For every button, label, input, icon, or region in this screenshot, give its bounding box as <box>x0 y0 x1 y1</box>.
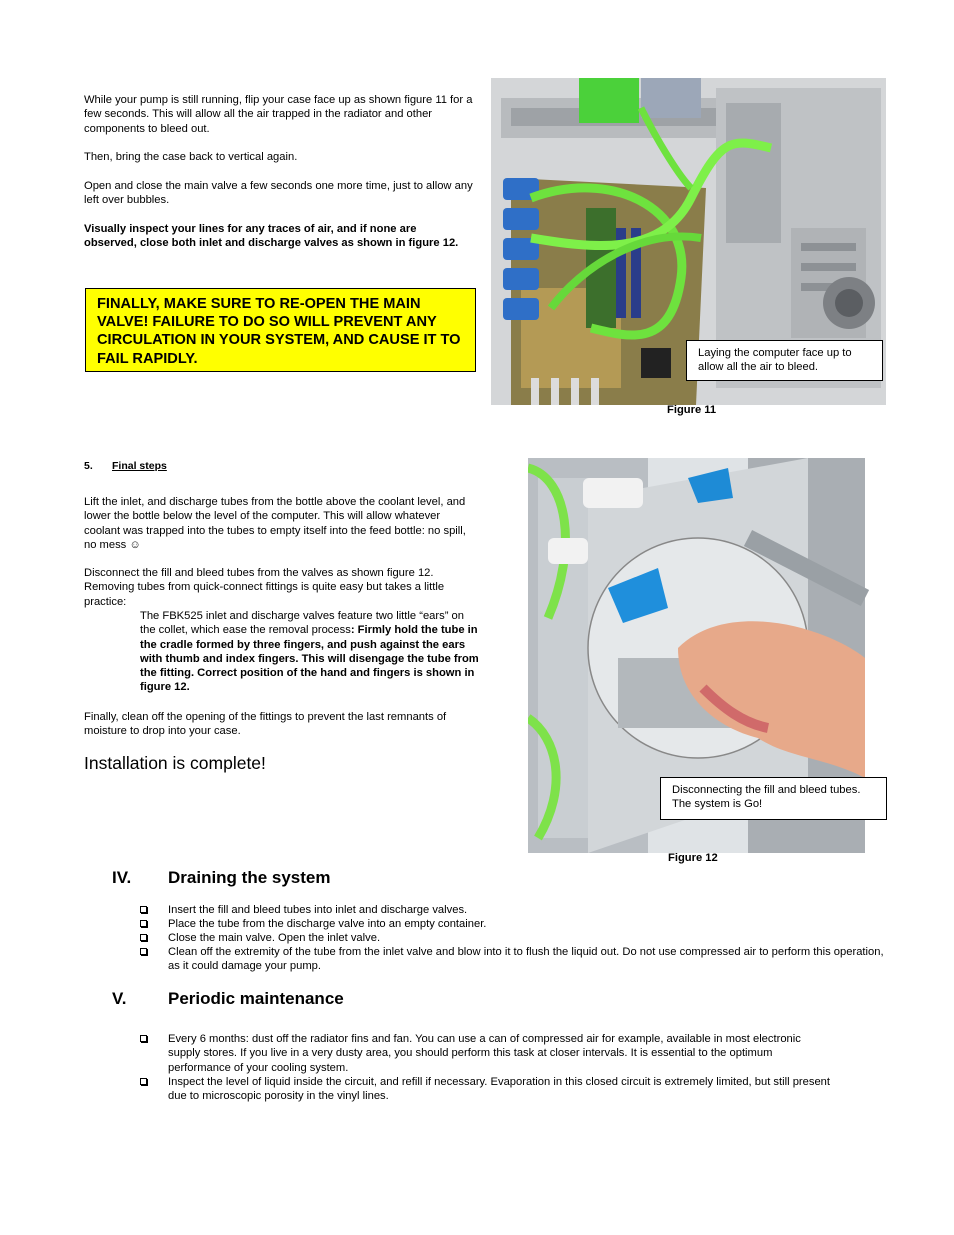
maintenance-list <box>0 1032 954 1104</box>
figure-11-caption <box>686 340 883 381</box>
list-item: Every 6 months: dust off the radiator fins and fan. You can use a can of compressed air for example, available in most electronic supply stores. If you live in a very dusty area, you should perform this task at closer intervals. It is essential to the optimum performance of your cooling system. <box>0 1032 954 1075</box>
installation-complete: Installation is complete! <box>84 753 266 773</box>
valve-ears-paragraph: The FBK525 inlet and discharge valves feature two little “ears” on the collet, which ease the removal process: Firmly hold the tube in the cradle formed by three fingers, and push against the ears with thumb and index fingers. This will disengage the tube from the fitting. Correct position of the hand and fingers is shown in figure 12. <box>140 610 479 694</box>
checkbox-bullet-icon <box>140 1078 147 1085</box>
figure-12-label: Figure 12 <box>668 852 718 864</box>
final-steps-heading: Final steps <box>112 460 167 472</box>
section-v-title: Periodic maintenance <box>168 989 344 1008</box>
list-item: Place the tube from the discharge valve into an empty container. <box>0 917 954 931</box>
inspect-paragraph: Visually inspect your lines for any traces of air, and if none are observed, close both inlet and discharge valves as shown in figure 12. <box>84 223 459 250</box>
section-v-number: V. <box>112 989 127 1008</box>
bleed-paragraph: While your pump is still running, flip your case face up as shown figure 11 for a few seconds. This will allow all the air trapped in the radiator and other components to bleed out. <box>84 94 473 135</box>
valve-paragraph: Open and close the main valve a few seconds one more time, just to allow any left over bubbles. <box>84 180 473 207</box>
list-item: Clean off the extremity of the tube from the inlet valve and blow into it to flush the liquid out. Do not use compressed air to perform this operation, as it could damage your pump. <box>0 945 954 974</box>
figure-11-caption-text: Laying the computer face up to allow all the air to bleed. <box>698 347 852 374</box>
checkbox-bullet-icon <box>140 948 147 955</box>
checkbox-bullet-icon <box>140 934 147 941</box>
figure-12-caption-text: Disconnecting the fill and bleed tubes. The system is Go! <box>672 784 861 811</box>
list-item: Insert the fill and bleed tubes into inlet and discharge valves. <box>0 903 954 917</box>
warning-text: FINALLY, MAKE SURE TO RE-OPEN THE MAIN VALVE! FAILURE TO DO SO WILL PREVENT ANY CIRCULATION IN YOUR SYSTEM, AND CAUSE IT TO FAIL RAPIDLY. <box>97 296 461 367</box>
final-steps-number: 5. <box>84 460 93 472</box>
figure-11-photo <box>491 78 886 405</box>
warning-box <box>85 288 476 372</box>
checkbox-bullet-icon <box>140 920 147 927</box>
section-iv-number: IV. <box>112 868 132 887</box>
figure-11-label: Figure 11 <box>667 404 717 416</box>
draining-list <box>0 903 954 974</box>
clean-fittings-paragraph: Finally, clean off the opening of the fittings to prevent the last remnants of moisture to drop into your case. <box>84 711 447 738</box>
lift-tubes-paragraph: Lift the inlet, and discharge tubes from the bottle above the coolant level, and lower the bottle below the level of the computer. This will allow whatever coolant was trapped into the tubes to empty itself into the feed bottle: no spill, no mess ☺ <box>84 496 466 551</box>
figure-12-caption <box>660 777 887 820</box>
checkbox-bullet-icon <box>140 1035 147 1042</box>
figure-12-photo <box>528 458 887 853</box>
list-item: Close the main valve. Open the inlet valve. <box>0 931 954 945</box>
checkbox-bullet-icon <box>140 906 147 913</box>
list-item: Inspect the level of liquid inside the circuit, and refill if necessary. Evaporation in this closed circuit is extremely limited, but still present due to microscopic porosity in the vinyl lines. <box>0 1075 954 1104</box>
section-iv-title: Draining the system <box>168 868 331 887</box>
vertical-paragraph: Then, bring the case back to vertical again. <box>84 151 298 163</box>
disconnect-paragraph: Disconnect the fill and bleed tubes from the valves as shown figure 12. Removing tubes from quick-connect fittings is quite easy but takes a little practice: <box>84 567 445 608</box>
